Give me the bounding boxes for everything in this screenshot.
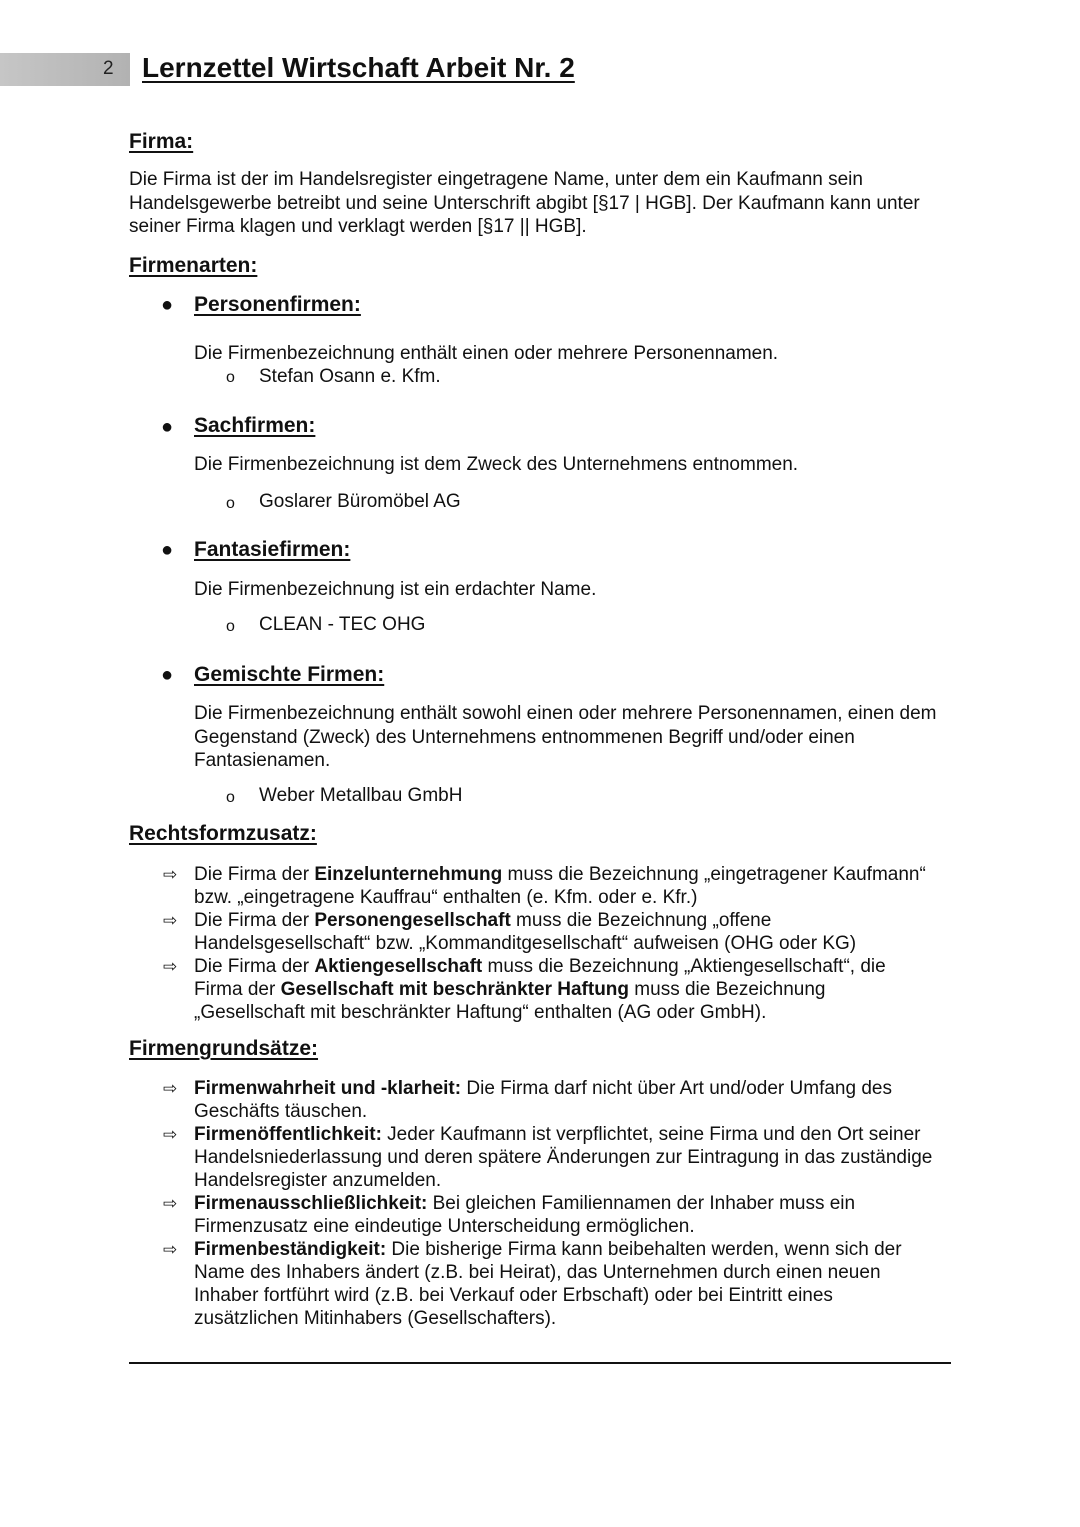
list-item: ⇨ Die Firma der Einzelunternehmung muss die Bezeichnung „eingetragener Kaufmann“ bzw. „eingetragene Kauffrau“ enthalten (e. Kfm. oder e. Kfr.)	[163, 864, 926, 908]
example-personenfirmen: Stefan Osann e. Kfm.	[259, 366, 441, 387]
sub-bullet: o	[226, 369, 235, 386]
heading-gemischte-firmen: Gemischte Firmen:	[194, 663, 385, 686]
arrow-right-icon: ⇨	[163, 1125, 178, 1144]
heading-rechtsformzusatz: Rechtsformzusatz:	[129, 822, 317, 845]
list-item: ⇨ Firmenöffentlichkeit: Jeder Kaufmann ist verpflichtet, seine Firma und den Ort seiner Handelsniederlassung und deren spätere Änderungen zur Eintragung in das zuständige Handelsregister anzumelden.	[163, 1124, 933, 1191]
bullet-dot: ●	[161, 664, 174, 686]
arrow-right-icon: ⇨	[163, 957, 178, 976]
list-item: ⇨ Die Firma der Personengesellschaft muss die Bezeichnung „offene Handelsgesellschaft“ bzw. „Kommanditgesellschaft“ aufweisen (OHG oder KG)	[163, 910, 857, 954]
list-item: ⇨ Die Firma der Aktiengesellschaft muss die Bezeichnung „Aktiengesellschaft“, die Firma der Gesellschaft mit beschränkter Haftung muss die Bezeichnung „Gesellschaft mit beschränkter Haftung“ enthalten (AG oder GmbH).	[163, 956, 886, 1023]
arrow-right-icon: ⇨	[163, 1079, 178, 1098]
text-fantasiefirmen: Die Firmenbezeichnung ist ein erdachter Name.	[194, 579, 597, 600]
example-gemischte-firmen: Weber Metallbau GmbH	[259, 785, 463, 806]
heading-sachfirmen: Sachfirmen:	[194, 414, 316, 437]
paragraph-firma: Die Firma ist der im Handelsregister eingetragene Name, unter dem ein Kaufmann sein Handelsgewerbe betreibt und seine Unterschrift abgibt [§17 | HGB]. Der Kaufmann kann unter seiner Firma klagen und verklagt werden [§17 || HGB].	[129, 169, 920, 238]
list-firmengrundsaetze	[129, 1077, 939, 1330]
text-personenfirmen: Die Firmenbezeichnung enthält einen oder mehrere Personennamen.	[194, 343, 779, 364]
bullet-dot: ●	[161, 416, 174, 438]
arrow-right-icon: ⇨	[163, 911, 178, 930]
arrow-right-icon: ⇨	[163, 865, 178, 884]
document-title: Lernzettel Wirtschaft Arbeit Nr. 2	[142, 52, 575, 83]
heading-firma: Firma:	[129, 130, 194, 153]
footer-rule	[129, 1362, 951, 1364]
page-number: 2	[103, 58, 114, 79]
list-rechtsformzusatz	[129, 863, 939, 1024]
heading-personenfirmen: Personenfirmen:	[194, 293, 361, 316]
list-item: ⇨ Firmenausschließlichkeit: Bei gleichen Familiennamen der Inhaber muss ein Firmenzusatz eine eindeutige Unterscheidung ermöglichen.	[163, 1193, 856, 1237]
list-item: ⇨ Firmenwahrheit und -klarheit: Die Firma darf nicht über Art und/oder Umfang des Geschäfts täuschen.	[163, 1078, 892, 1122]
heading-firmengrundsaetze: Firmengrundsätze:	[129, 1037, 319, 1060]
example-sachfirmen: Goslarer Büromöbel AG	[259, 491, 461, 512]
arrow-right-icon: ⇨	[163, 1240, 178, 1259]
text-sachfirmen: Die Firmenbezeichnung ist dem Zweck des Unternehmens entnommen.	[194, 454, 799, 475]
arrow-right-icon: ⇨	[163, 1194, 178, 1213]
bullet-dot: ●	[161, 539, 174, 561]
text-gemischte-firmen: Die Firmenbezeichnung enthält sowohl einen oder mehrere Personennamen, einen dem Gegenstand (Zweck) des Unternehmens entnommenen Begriff und/oder einen Fantasienamen.	[194, 703, 937, 772]
bullet-dot: ●	[161, 294, 174, 316]
example-fantasiefirmen: CLEAN - TEC OHG	[259, 614, 426, 635]
sub-bullet: o	[226, 495, 235, 512]
list-item: ⇨ Firmenbeständigkeit: Die bisherige Firma kann beibehalten werden, wenn sich der Name des Inhabers ändert (z.B. bei Heirat), das Unternehmen durch einen neuen Inhaber fortführt wird (z.B. bei Verkauf oder Erbschaft) oder bei Eintritt eines zusätzlichen Mitinhabers (Gesellschafters).	[163, 1239, 902, 1329]
heading-fantasiefirmen: Fantasiefirmen:	[194, 538, 351, 561]
sub-bullet: o	[226, 618, 235, 635]
sub-bullet: o	[226, 789, 235, 806]
heading-firmenarten: Firmenarten:	[129, 254, 258, 277]
